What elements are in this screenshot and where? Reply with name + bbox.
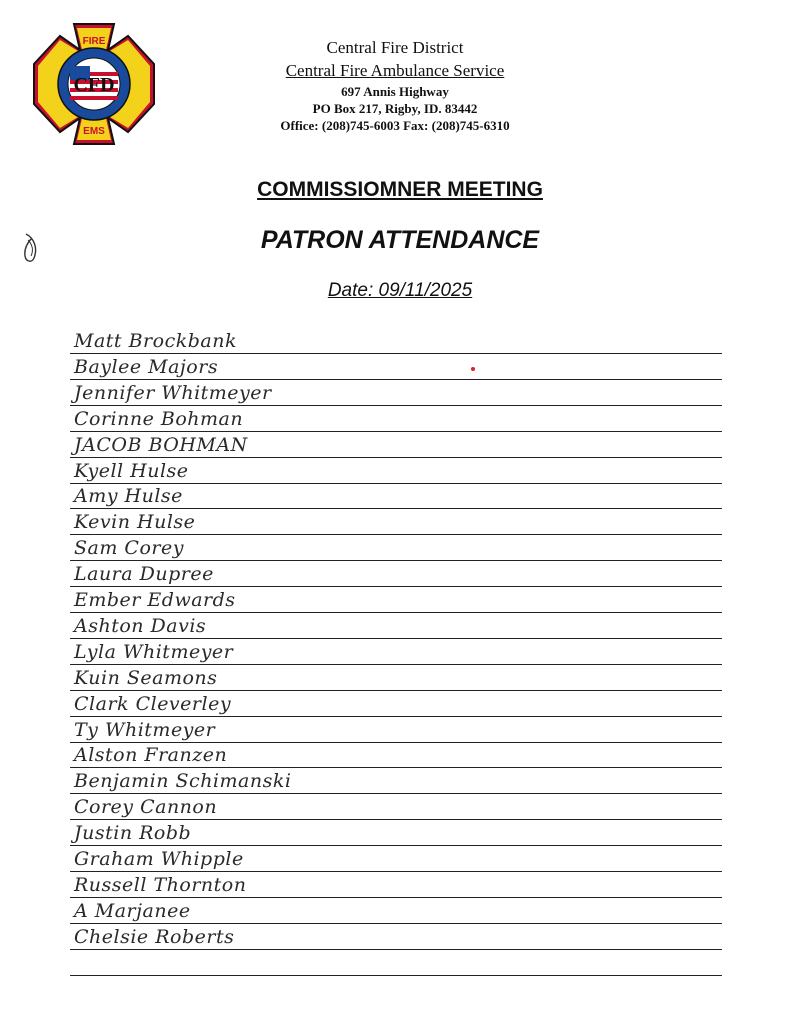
patron-signature: Russell Thornton (74, 874, 247, 896)
patron-signature: Sam Corey (74, 537, 184, 559)
patron-signature: Alston Franzen (74, 744, 228, 766)
patron-signature: Justin Robb (74, 822, 192, 844)
patron-signature: Ashton Davis (74, 615, 207, 637)
patron-signature: Corinne Bohman (74, 408, 244, 430)
patron-signature: Baylee Majors (74, 356, 219, 378)
patron-signature: Graham Whipple (74, 848, 244, 870)
svg-text:FIRE: FIRE (82, 36, 106, 47)
meeting-date: Date: 09/11/2025 (327, 280, 473, 301)
patron-signature: Ty Whitmeyer (74, 719, 216, 741)
po-box: PO Box 217, Rigby, ID. 83442 (312, 101, 478, 116)
meeting-title: COMMISSIOMNER MEETING (257, 178, 543, 201)
address-line: 697 Annis Highway (341, 84, 449, 99)
org-name: Central Fire District (326, 38, 464, 57)
signature-line (70, 975, 722, 976)
patron-signature: Kyell Hulse (74, 460, 189, 482)
patron-signature: Clark Cleverley (74, 693, 232, 715)
service-name: Central Fire Ambulance Service (285, 61, 505, 80)
patron-signature: Kevin Hulse (74, 511, 196, 533)
patron-signature: Laura Dupree (74, 563, 214, 585)
patron-signature: Matt Brockbank (74, 330, 237, 352)
patron-signature: Jennifer Whitmeyer (74, 382, 272, 404)
patron-signature: Chelsie Roberts (74, 926, 235, 948)
scan-mark (22, 232, 40, 264)
patron-signature: Kuin Seamons (74, 667, 218, 689)
central-fire-district-logo (30, 20, 158, 148)
patron-signature: Benjamin Schimanski (74, 770, 292, 792)
svg-text:CFD: CFD (73, 74, 115, 96)
patron-signature: Lyla Whitmeyer (74, 641, 234, 663)
patron-signature: Ember Edwards (74, 589, 236, 611)
patron-signature: JACOB BOHMAN (74, 434, 248, 456)
patron-signature: Amy Hulse (74, 485, 183, 507)
attendance-subtitle: PATRON ATTENDANCE (260, 226, 540, 254)
contact-line: Office: (208)745-6003 Fax: (208)745-6310 (280, 118, 510, 133)
patron-signature: Corey Cannon (74, 796, 218, 818)
svg-text:EMS: EMS (83, 126, 105, 137)
patron-signature: A Marjanee (74, 900, 191, 922)
